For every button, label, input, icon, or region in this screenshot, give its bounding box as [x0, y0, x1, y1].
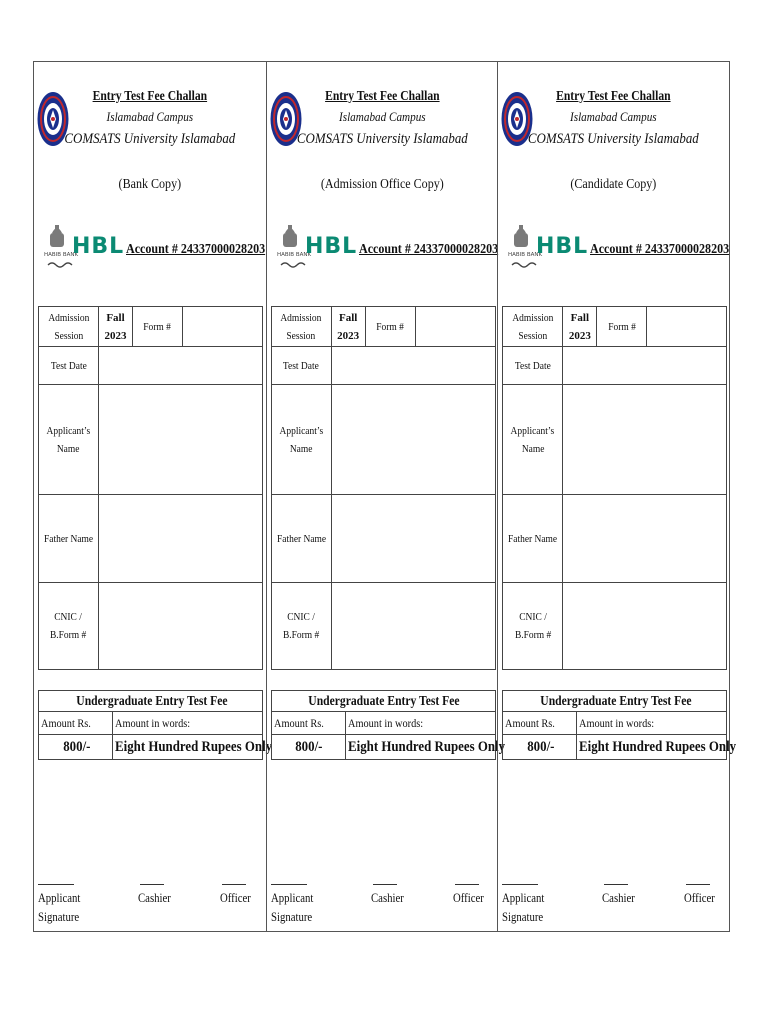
hbl-logo-icon	[275, 215, 361, 273]
fee-heading: Undergraduate Entry Test Fee	[503, 691, 727, 712]
cashier-signature: Cashier	[371, 884, 409, 908]
form-number-label: Form #	[597, 307, 647, 347]
challan-sheet	[33, 61, 737, 932]
father-name-label: Father Name	[39, 495, 99, 583]
test-date-label: Test Date	[271, 347, 331, 385]
test-date-field[interactable]	[99, 347, 263, 385]
applicant-form-table	[502, 306, 727, 670]
campus-name: Islamabad Campus	[570, 109, 658, 124]
amount-words-label: Amount in words:	[345, 712, 495, 735]
copy-label: (Candidate Copy)	[570, 177, 657, 192]
bank-logo-text: HBL	[536, 234, 589, 259]
cnic-label: CNIC / B.Form #	[39, 583, 99, 670]
form-number-field[interactable]	[647, 307, 727, 347]
university-name: COMSATS University Islamabad	[528, 131, 700, 147]
session-value: Fall 2023	[563, 307, 597, 347]
cnic-field[interactable]	[99, 583, 263, 670]
amount-words-label: Amount in words:	[113, 712, 263, 735]
applicant-name-label: Applicant’s Name	[39, 385, 99, 495]
form-number-field[interactable]	[183, 307, 263, 347]
test-date-label: Test Date	[503, 347, 563, 385]
hbl-logo-icon	[506, 215, 592, 273]
challan-copy	[266, 62, 505, 931]
amount-value: 800/-	[39, 735, 113, 760]
challan-title: Entry Test Fee Challan	[324, 88, 440, 103]
university-name: COMSATS University Islamabad	[64, 131, 236, 147]
bank-logo-subtext: HABIB BANK	[508, 252, 543, 258]
test-date-field[interactable]	[331, 347, 495, 385]
officer-signature: Officer	[453, 884, 489, 908]
fee-table	[38, 690, 273, 760]
amount-label: Amount Rs.	[39, 712, 113, 735]
applicant-form-table	[271, 306, 496, 670]
father-name-label: Father Name	[503, 495, 563, 583]
form-number-field[interactable]	[415, 307, 495, 347]
father-name-field[interactable]	[563, 495, 727, 583]
amount-label: Amount Rs.	[271, 712, 345, 735]
father-name-label: Father Name	[271, 495, 331, 583]
amount-words-value: Eight Hundred Rupees Only	[577, 735, 727, 760]
amount-value: 800/-	[503, 735, 577, 760]
cashier-signature: Cashier	[602, 884, 640, 908]
challan-copy	[34, 62, 273, 931]
applicant-name-label: Applicant’s Name	[271, 385, 331, 495]
university-name: COMSATS University Islamabad	[296, 131, 468, 147]
campus-name: Islamabad Campus	[106, 109, 194, 124]
amount-words-value: Eight Hundred Rupees Only	[113, 735, 263, 760]
fee-heading: Undergraduate Entry Test Fee	[39, 691, 263, 712]
bank-logo-subtext: HABIB BANK	[44, 252, 79, 258]
hbl-logo-icon	[42, 215, 128, 273]
challan-title: Entry Test Fee Challan	[92, 88, 208, 103]
bank-logo-text: HBL	[304, 234, 357, 259]
applicant-signature: Applicant Signature	[38, 884, 87, 927]
amount-label: Amount Rs.	[503, 712, 577, 735]
form-number-label: Form #	[133, 307, 183, 347]
fee-table	[271, 690, 505, 760]
challan-copy	[497, 62, 737, 931]
bank-logo-text: HBL	[72, 234, 125, 259]
amount-words-label: Amount in words:	[577, 712, 727, 735]
session-value: Fall 2023	[99, 307, 133, 347]
bank-logo-subtext: HABIB BANK	[276, 252, 311, 258]
challan-title: Entry Test Fee Challan	[556, 88, 671, 103]
officer-signature: Officer	[220, 884, 256, 908]
father-name-field[interactable]	[331, 495, 495, 583]
applicant-signature: Applicant Signature	[271, 884, 320, 927]
applicant-signature: Applicant Signature	[502, 884, 551, 927]
cnic-field[interactable]	[563, 583, 727, 670]
admission-session-label: Admission Session	[39, 307, 99, 347]
applicant-name-label: Applicant’s Name	[503, 385, 563, 495]
admission-session-label: Admission Session	[271, 307, 331, 347]
campus-name: Islamabad Campus	[338, 109, 426, 124]
test-date-label: Test Date	[39, 347, 99, 385]
test-date-field[interactable]	[563, 347, 727, 385]
session-value: Fall 2023	[331, 307, 365, 347]
cnic-label: CNIC / B.Form #	[271, 583, 331, 670]
amount-words-value: Eight Hundred Rupees Only	[345, 735, 495, 760]
form-number-label: Form #	[365, 307, 415, 347]
applicant-name-field[interactable]	[331, 385, 495, 495]
applicant-name-field[interactable]	[563, 385, 727, 495]
applicant-form-table	[38, 306, 263, 670]
officer-signature: Officer	[684, 884, 720, 908]
amount-value: 800/-	[271, 735, 345, 760]
fee-heading: Undergraduate Entry Test Fee	[271, 691, 495, 712]
cashier-signature: Cashier	[138, 884, 176, 908]
account-number: Account # 24337000028203	[126, 242, 266, 257]
copy-label: (Admission Office Copy)	[320, 177, 444, 192]
account-number: Account # 24337000028203	[590, 242, 730, 257]
father-name-field[interactable]	[99, 495, 263, 583]
copy-label: (Bank Copy)	[118, 177, 182, 192]
applicant-name-field[interactable]	[99, 385, 263, 495]
fee-table	[502, 690, 737, 760]
account-number: Account # 24337000028203	[358, 242, 498, 257]
cnic-field[interactable]	[331, 583, 495, 670]
admission-session-label: Admission Session	[503, 307, 563, 347]
cnic-label: CNIC / B.Form #	[503, 583, 563, 670]
